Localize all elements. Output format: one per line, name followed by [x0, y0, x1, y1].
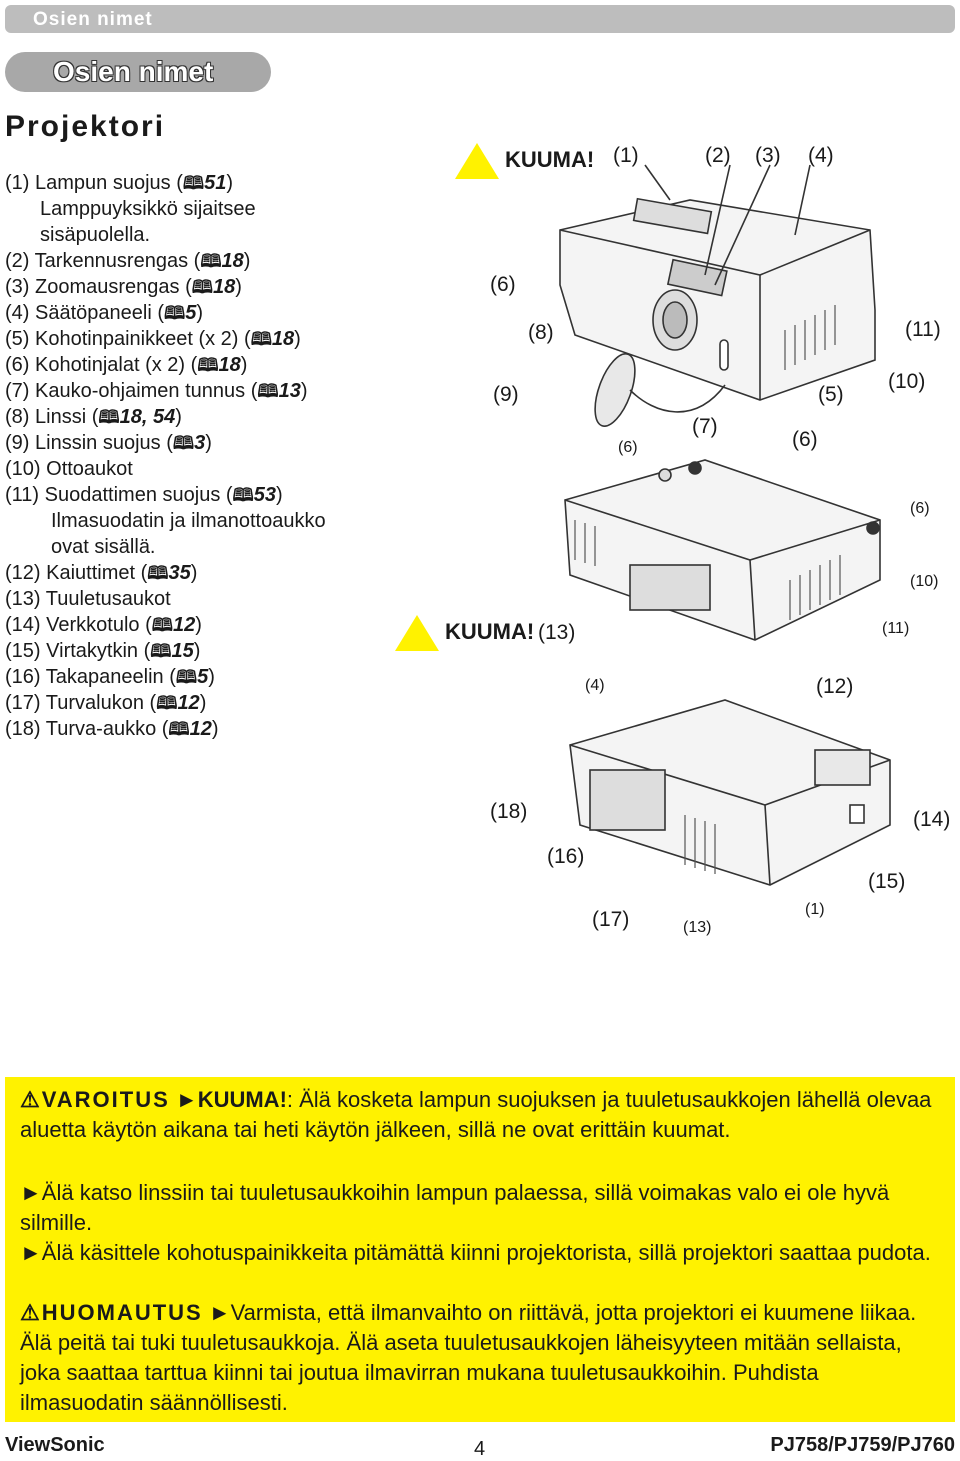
- part-tail: ): [276, 484, 283, 506]
- part-tail: ): [300, 380, 308, 402]
- warning-icon: ⚠: [20, 1087, 42, 1112]
- label-6b: (6): [792, 428, 818, 451]
- warning-lens-paragraph: ►Älä katso linssiin tai tuuletusaukkoihin lampun palaessa, sillä voimakas valo ei ole hyvä silmille.: [20, 1180, 890, 1235]
- part-number: (3): [5, 276, 30, 298]
- part-text: Linssi (: [35, 406, 99, 428]
- part-tail: ): [190, 562, 198, 584]
- part-number: (14): [5, 614, 41, 636]
- part-number: (6): [5, 354, 30, 376]
- part-text: Kaiuttimet (: [46, 562, 148, 584]
- label-4: (4): [808, 144, 834, 167]
- page-ref: 🕮 3: [173, 430, 205, 456]
- parts-list-item: [5, 170, 326, 196]
- page-ref: 🕮 53: [233, 482, 276, 508]
- hot-label-top: KUUMA!: [505, 146, 595, 172]
- warning-text-2: Älä katso linssiin tai tuuletusaukkoihin lampun palaessa, sillä voimakas valo ei ole hyvä silmille.: [20, 1180, 890, 1235]
- label-5: (5): [818, 383, 844, 406]
- page-ref: 🕮 12: [156, 690, 199, 716]
- page-ref: 🕮 5: [176, 664, 208, 690]
- hot-warning-icon: [455, 143, 499, 179]
- section-pill-label: Osien nimet: [53, 56, 214, 87]
- page-ref: 🕮 18: [192, 274, 235, 300]
- part-number: (12): [5, 562, 41, 584]
- part-number: (15): [5, 640, 41, 662]
- part-tail: ): [199, 692, 207, 714]
- parts-list: [5, 170, 326, 742]
- label-6d: (6): [910, 500, 930, 517]
- caution-icon: ⚠: [20, 1300, 42, 1325]
- parts-list-item: [5, 274, 326, 300]
- parts-list-item: [5, 716, 326, 742]
- label-14: (14): [913, 808, 951, 831]
- part-number: (18): [5, 718, 41, 740]
- label-8: (8): [528, 321, 554, 344]
- part-tail: ): [175, 406, 182, 428]
- page-title: Projektori: [5, 110, 166, 143]
- part-text: Kohotinpainikkeet (x 2) (: [35, 328, 251, 350]
- part-tail: ): [235, 276, 242, 298]
- parts-list-item: [5, 430, 326, 456]
- part-number: (2): [5, 250, 30, 272]
- label-2: (2): [705, 144, 731, 167]
- part-text: Tarkennusrengas (: [34, 250, 201, 272]
- parts-list-item: [5, 248, 326, 274]
- parts-list-item: [5, 456, 326, 482]
- label-12: (12): [816, 675, 854, 698]
- caution-paragraph: ⚠HUOMAUTUS ►Varmista, että ilmanvaihto on riittävä, jotta projektori ei kuumene liikaa. Älä peitä tai tuki tuuletusaukkoja. Älä aseta tuuletusaukkojen läheisyyteen mitään sellaista, joka saattaa tarttua kiinni tai joutua ilmavirran mukana tuuletusaukkoihin. Puhdista ilmasuodatin säännöllisesti.: [20, 1300, 917, 1415]
- label-18: (18): [490, 800, 528, 823]
- parts-list-item: [5, 586, 326, 612]
- parts-list-item: [5, 690, 326, 716]
- part-text: Turva-aukko (: [45, 718, 169, 740]
- part-tail: ): [240, 354, 248, 376]
- part-number: (13): [5, 588, 41, 610]
- page-ref: 🕮 12: [168, 716, 211, 742]
- part-number: (4): [5, 302, 30, 324]
- part-text: Ilmasuodatin ja ilmanottoaukko: [51, 510, 326, 532]
- part-tail: ): [208, 666, 215, 688]
- footer-page-number: 4: [474, 1438, 486, 1460]
- part-number: (9): [5, 432, 30, 454]
- top-bar-title: Osien nimet: [33, 9, 153, 30]
- parts-list-item: [5, 560, 326, 586]
- page-ref: 🕮 51: [183, 170, 226, 196]
- part-tail: ): [243, 250, 251, 272]
- label-15: (15): [868, 870, 906, 893]
- varoitus-label: VAROITUS: [41, 1087, 170, 1112]
- parts-list-item: [5, 638, 326, 664]
- footer-brand: ViewSonic: [5, 1434, 105, 1456]
- parts-list-item: [5, 300, 326, 326]
- hot-label-bottom: KUUMA!: [445, 618, 535, 644]
- label-10b: (10): [910, 573, 939, 590]
- part-text: Virtakytkin (: [46, 640, 151, 662]
- page-ref: 🕮 18: [200, 248, 243, 274]
- projector-illustration: [395, 135, 960, 945]
- footer-model: PJ758/PJ759/PJ760: [770, 1434, 955, 1456]
- label-7: (7): [692, 415, 718, 438]
- part-text: Suodattimen suojus (: [44, 484, 233, 506]
- part-number: (10): [5, 458, 41, 480]
- page-ref: 🕮 12: [152, 612, 195, 638]
- label-11b: (11): [882, 620, 910, 637]
- part-number: (16): [5, 666, 41, 688]
- label-11a: (11): [905, 318, 941, 341]
- part-text: Kohotinjalat (x 2) (: [35, 354, 198, 376]
- part-text: Lamppuyksikkö sijaitsee: [40, 198, 256, 220]
- part-text: Tuuletusaukot: [45, 588, 171, 610]
- hot-warning-icon: [395, 615, 439, 651]
- caution-text: Varmista, että ilmanvaihto on riittävä, jotta projektori ei kuumene liikaa. Älä peitä tai tuki tuuletusaukkoja. Älä aseta tuuletusaukkojen läheisyyteen mitään sellaista, joka saattaa tarttua kiinni tai joutua ilmavirran mukana tuuletusaukkoihin. Puhdista ilmasuodatin säännöllisesti.: [20, 1300, 917, 1415]
- page-ref: 🕮 35: [147, 560, 190, 586]
- parts-list-item: [5, 196, 326, 222]
- part-text: Säätöpaneeli (: [35, 302, 164, 324]
- hot-label: KUUMA!: [197, 1087, 287, 1112]
- page-ref: 🕮 18: [251, 326, 294, 352]
- part-number: (1): [5, 172, 30, 194]
- part-text: Verkkotulo (: [46, 614, 152, 636]
- label-4b: (4): [585, 677, 605, 694]
- label-13b: (13): [683, 919, 712, 936]
- parts-list-item: [5, 612, 326, 638]
- label-3: (3): [755, 144, 781, 167]
- part-tail: ): [195, 614, 202, 636]
- warning-buttons-paragraph: ►Älä käsittele kohotuspainikkeita pitämättä kiinni projektorista, sillä projektori saattaa pudota.: [20, 1240, 931, 1265]
- part-text: Turvalukon (: [45, 692, 157, 714]
- label-9: (9): [493, 383, 519, 406]
- part-number: (11): [5, 484, 40, 506]
- parts-list-item: [5, 378, 326, 404]
- part-text: Lampun suojus (: [35, 172, 183, 194]
- huomautus-label: HUOMAUTUS: [41, 1300, 203, 1325]
- part-number: (7): [5, 380, 30, 402]
- label-6a: (6): [490, 273, 516, 296]
- label-13a: (13): [538, 621, 576, 644]
- parts-list-item: [5, 326, 326, 352]
- label-10a: (10): [888, 370, 926, 393]
- part-text: ovat sisällä.: [51, 536, 156, 558]
- part-text: Linssin suojus (: [35, 432, 173, 454]
- label-6c: (6): [618, 439, 638, 456]
- part-number: (5): [5, 328, 30, 350]
- parts-list-item: [5, 352, 326, 378]
- part-tail: ): [294, 328, 301, 350]
- warning-text-3: Älä käsittele kohotuspainikkeita pitämättä kiinni projektorista, sillä projektori saattaa pudota.: [41, 1240, 931, 1265]
- page-ref: 🕮 18: [197, 352, 240, 378]
- parts-list-item: [5, 534, 326, 560]
- label-17: (17): [592, 908, 630, 931]
- projector-diagram: [395, 135, 960, 945]
- part-tail: ): [211, 718, 219, 740]
- part-text: Takapaneelin (: [45, 666, 176, 688]
- page-ref: 🕮 5: [164, 300, 196, 326]
- part-text: Ottoaukot: [46, 458, 133, 480]
- part-tail: ): [205, 432, 212, 454]
- label-1: (1): [613, 144, 639, 167]
- top-bar: [5, 5, 955, 33]
- parts-list-item: [5, 404, 326, 430]
- warning-text-1: : Älä kosketa lampun suojuksen ja tuuletusaukkojen lähellä olevaa aluetta käytön aikana tai heti käytön jälkeen, sillä ne ovat erittäin kuumat.: [20, 1087, 932, 1142]
- page-ref: 🕮 18, 54: [98, 404, 175, 430]
- label-16: (16): [547, 845, 585, 868]
- label-1b: (1): [805, 901, 825, 918]
- warning-hot-paragraph: ⚠VAROITUS ►KUUMA!: Älä kosketa lampun suojuksen ja tuuletusaukkojen lähellä olevaa aluetta käytön aikana tai heti käytön jälkeen, sillä ne ovat erittäin kuumat.: [20, 1087, 932, 1142]
- warning-box: [5, 1077, 955, 1422]
- part-text: sisäpuolella.: [40, 224, 151, 246]
- part-number: (8): [5, 406, 30, 428]
- part-tail: ): [226, 172, 234, 194]
- section-pill: [5, 52, 271, 92]
- parts-list-item: [5, 482, 326, 508]
- part-tail: ): [193, 640, 201, 662]
- part-tail: ): [196, 302, 204, 324]
- part-number: (17): [5, 692, 41, 714]
- parts-list-item: [5, 664, 326, 690]
- part-text: Kauko-ohjaimen tunnus (: [35, 380, 258, 402]
- part-text: Zoomausrengas (: [35, 276, 192, 298]
- page-ref: 🕮 15: [150, 638, 193, 664]
- page-ref: 🕮 13: [257, 378, 300, 404]
- parts-list-item: [5, 508, 326, 534]
- parts-list-item: [5, 222, 326, 248]
